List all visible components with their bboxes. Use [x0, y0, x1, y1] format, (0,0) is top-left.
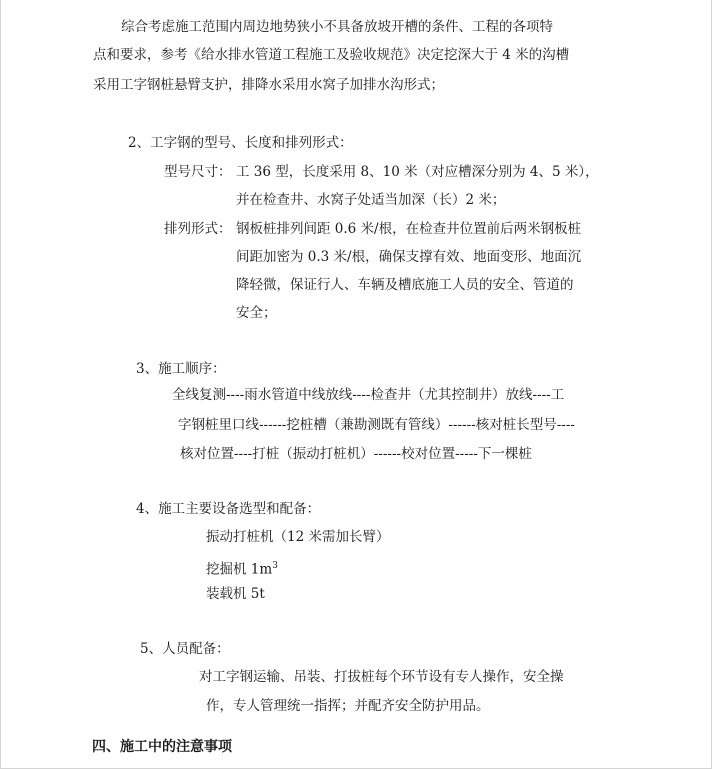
section-5-line-1: 对工字钢运输、吊装、打拔桩每个环节设有专人操作，安全操 [199, 669, 564, 685]
section-2-arrange-label: 排列形式： [164, 221, 232, 237]
section-4-item-2 [206, 557, 278, 579]
section-3-line-2: 字钢桩里口线------挖桩槽（兼勘测既有管线）------核对桩长型号---- [178, 417, 575, 433]
section-2-arrange-line-2: 间距加密为 0.3 米/根，确保支撑有效、地面变形、地面沉 [236, 249, 582, 265]
section-4-item-2-text: 挖掘机 1m [206, 561, 273, 578]
section-5-line-2: 作，专人管理统一指挥；并配齐安全防护用品。 [206, 698, 490, 714]
section-2-arrange-line-4: 安全； [236, 305, 277, 321]
section-3-line-3: 核对位置----打桩（振动打桩机）------校对位置-----下一棵桩 [180, 446, 532, 462]
paragraph-intro-line-1: 综合考虑施工范围内周边地势狭小不具备放坡开槽的条件、工程的各项特 [121, 19, 553, 35]
section-3-heading: 3、施工顺序： [136, 361, 226, 377]
page-left-border [0, 0, 1, 769]
section-four-heading: 四、施工中的注意事项 [92, 739, 232, 755]
paragraph-intro-line-3: 采用工字钢桩悬臂支护，排降水采用水窝子加排水沟形式； [93, 77, 444, 93]
section-4-heading: 4、施工主要设备选型和配备： [136, 501, 321, 517]
section-4-item-2-superscript: 3 [272, 561, 278, 571]
section-5-heading: 5、人员配备： [140, 641, 230, 657]
section-2-heading: 2、工字钢的型号、长度和排列形式： [128, 135, 353, 151]
section-2-arrange-line-1: 钢板桩排列间距 0.6 米/根，在检查井位置前后两米钢板桩 [236, 221, 582, 237]
section-3-line-1: 全线复测----雨水管道中线放线----检查井（尤其控制井）放线----工 [172, 387, 565, 403]
section-2-size-label: 型号尺寸： [164, 164, 232, 180]
section-4-item-3: 装载机 5t [206, 586, 265, 602]
section-2-size-line-2: 并在检查井、水窝子处适当加深（长）2 米； [236, 192, 506, 208]
section-4-item-1: 振动打桩机（12 米需加长臂） [206, 529, 390, 545]
section-2-arrange-line-3: 降轻微，保证行人、车辆及槽底施工人员的安全、管道的 [236, 277, 574, 293]
section-2-size-line-1: 工 36 型，长度采用 8、10 米（对应槽深分别为 4、5 米）， [236, 164, 599, 180]
paragraph-intro-line-2: 点和要求，参考《给水排水管道工程施工及验收规范》决定挖深大于 4 米的沟槽 [93, 47, 570, 63]
